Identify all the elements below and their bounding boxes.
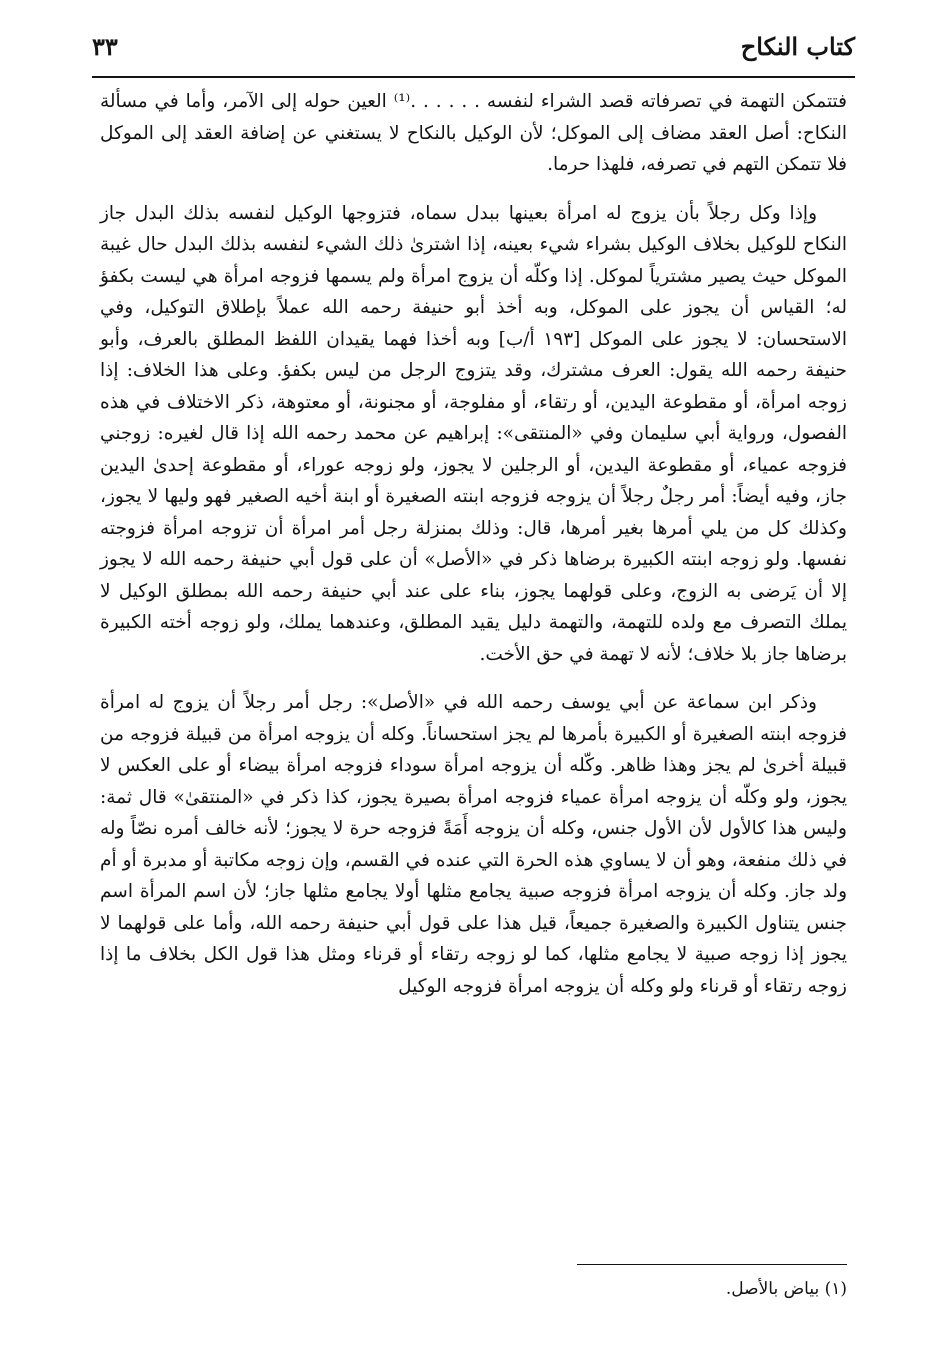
page-header <box>92 28 855 72</box>
header-divider <box>92 76 855 78</box>
page-number: ٣٣ <box>92 32 118 61</box>
footnote-divider <box>577 1264 847 1265</box>
footnote: (١) بياض بالأصل. <box>725 1279 847 1299</box>
paragraph-3: وذكر ابن سماعة عن أبي يوسف رحمه الله في «الأصل»: رجل أمر رجلاً أن يزوج له امرأة فزوجه ابنته الصغيرة أو الكبيرة بأمرها لم يجز استحساناً. وكله أن يزوجه امرأة من قبيلة فزوجه من قبيلة أخرىٰ لم يجز وهذا ظاهر. وكّله أن يزوجه امرأة سوداء فزوجه امرأة بيضاء أو على العكس لا يجوز، ولو وكلّه أن يزوجه امرأة عمياء فزوجه امرأة بصيرة يجوز، كذا ذكر في «المنتقىٰ» قال ثمة: وليس هذا كالأول لأن الأول جنس، وكله أن يزوجه أَمَةً فزوجه حرة لا يجوز؛ لأنه خالف أمره نصّاً وله في ذلك منفعة، وهو أن لا يساوي هذه الحرة التي عنده في القسم، وإن زوجه مكاتبة أو مدبرة أو أم ولد جاز. وكله أن يزوجه امرأة فزوجه صبية يجامع مثلها أولا يجامع مثلها جاز؛ لأن اسم المرأة اسم جنس يتناول الكبيرة والصغيرة جميعاً، قيل هذا على قول أبي حنيفة رحمه الله، وأما على قولهما لا يجوز إذا زوجه صبية لا يجامع مثلها، كما لو زوجه رتقاء أو قرناء ومثل هذا قول الكل بخلاف ما إذا زوجه رتقاء أو قرناء ولو وكله أن يزوجه امرأة فزوجه الوكيل <box>100 692 847 997</box>
chapter-title: كتاب النكاح <box>740 32 855 61</box>
paragraph-2: وإذا وكل رجلاً بأن يزوج له امرأة بعينها ببدل سماه، فتزوجها الوكيل لنفسه بذلك البدل جاز النكاح للوكيل بخلاف الوكيل بشراء شيء بعينه، إذا اشترىٰ ذلك الشيء لنفسه بذلك البدل حال غيبة الموكل حيث يصير مشترياً لموكل. إذا وكلّه أن يزوج امرأة ولم يسمها فزوجه امرأة هي ليست بكفؤ له؛ القياس أن يجوز على الموكل، وبه أخذ أبو حنيفة رحمه الله عملاً بإطلاق التوكيل، وفي الاستحسان: لا يجوز على الموكل [١٩٣ أ/ب] وبه أخذا فهما يقيدان اللفظ المطلق بالعرف، وأبو حنيفة رحمه الله يقول: العرف مشترك، وقد يتزوج الرجل من ليس بكفؤ. وعلى هذا الخلاف: إذا زوجه امرأة، أو مقطوعة اليدين، أو رتقاء، أو مفلوجة، أو مجنونة، أو معتوهة، ذكر الاختلاف في هذه الفصول، ورواية أبي سليمان وفي «المنتقى»: إبراهيم عن محمد رحمه الله إذا قال لغيره: زوجني فزوجه عمياء، أو مقطوعة اليدين، أو الرجلين لا يجوز، ولو زوجه عوراء، أو مقطوعة إحدىٰ اليدين جاز، وفيه أيضاً: أمر رجلٌ رجلاً أن يزوجه فزوجه ابنته الصغيرة أو ابنة أخيه الصغير فهو وليها لا يجوز، وكذلك كل من يلي أمرها بغير أمرها، قال: وذلك بمنزلة رجل أمر امرأة أن تزوجه امرأة فزوجته نفسها. ولو زوجه ابنته الكبيرة برضاها ذكر في «الأصل» أن على قول أبي حنيفة رحمه الله لا يجوز إلا أن يَرضى به الزوج، وعلى قولهما يجوز، بناء على عند أبي حنيفة رحمه الله بمطلق الوكيل لا يملك التصرف مع ولده للتهمة، والتهمة دليل يقيد المطلق، وعندهما يملك، ولو زوجه أخته الكبيرة برضاها جاز بلا خلاف؛ لأنه لا تهمة في حق الأخت. <box>100 202 848 665</box>
paragraph-1: فتتمكن التهمة في تصرفاته قصد الشراء لنفسه . . . . . .⁽¹⁾ العين حوله إلى الآمر، وأما في مسألة النكاح: أصل العقد مضاف إلى الموكل؛ لأن الوكيل بالنكاح لا يستغني عن إضافة العقد إلى الموكل فلا تتمكن التهم في تصرفه، فلهذا حرما. <box>100 91 847 175</box>
main-text <box>100 86 847 1002</box>
